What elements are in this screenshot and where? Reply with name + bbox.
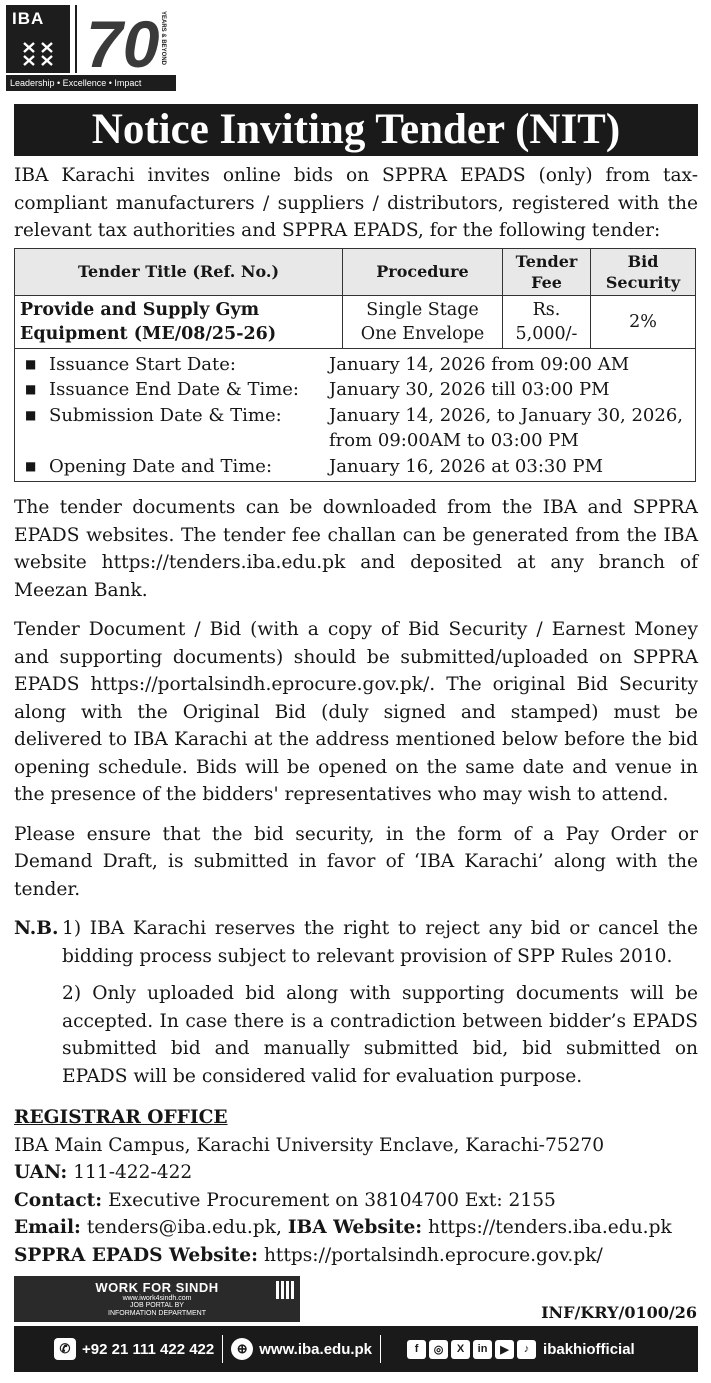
date-label: Opening Date and Time: [49, 455, 273, 477]
nb-item-1: 1) IBA Karachi reserves the right to reject any bid or cancel the bidding process subject to relevant provision of SPP Rules 2010. [62, 918, 698, 967]
list-item [21, 377, 695, 403]
anniversary-number: 70 [86, 7, 160, 73]
sppra-label: SPPRA EPADS Website: [14, 1244, 259, 1266]
col-tender-title: Tender Title (Ref. No.) [15, 248, 343, 295]
registrar-address: IBA Main Campus, Karachi University Enclave, Karachi-75270 [14, 1134, 605, 1156]
table-row [15, 295, 696, 348]
date-label: Issuance End Date & Time: [49, 379, 299, 400]
email-value: tenders@iba.edu.pk, [86, 1217, 282, 1238]
badge-title: WORK FOR SINDH [95, 1280, 219, 1295]
facebook-icon[interactable]: f [407, 1340, 426, 1359]
submission-paragraph: Tender Document / Bid (with a copy of Bid Security / Earnest Money and supporting documents) should be submitted/uploaded on SPPRA EPADS https://portalsindh.eprocure.gov.pk/. The original Bid Security along with the Original Bid (duly signed and stamped) must be delivered to IBA Karachi at the address mentioned below before the bid opening schedule. Bids will be opened on the same date and venue in the presence of the bidders' representatives who may wish to attend. [14, 619, 698, 805]
date-value: January 14, 2026 from 09:00 AM [329, 353, 630, 375]
iba-logo [6, 5, 176, 89]
contact-line [14, 1187, 698, 1215]
tender-table-header [15, 248, 696, 295]
seventy-years-badge [74, 5, 174, 73]
phone-icon: ✆ [54, 1338, 76, 1360]
badge-subtitle-2: INFORMATION DEPARTMENT [108, 1310, 206, 1317]
sppra-value: https://portalsindh.eprocure.gov.pk/ [263, 1244, 603, 1266]
intro-paragraph: IBA Karachi invites online bids on SPPRA EPADS (only) from tax-compliant manufacturers / suppliers / distributors, registered with the relevant tax authorities and SPPRA EPADS, for the following tender: [14, 165, 698, 241]
col-procedure: Procedure [343, 248, 503, 295]
page-title: Notice Inviting Tender (NIT) [14, 104, 698, 156]
linkedin-icon[interactable]: in [473, 1340, 492, 1359]
web-address: www.iba.edu.pk [259, 1340, 373, 1358]
bullet-icon: ■ [25, 458, 37, 473]
bullet-icon: ■ [25, 407, 37, 422]
bullet-icon: ■ [25, 382, 37, 396]
tender-table [14, 248, 696, 349]
nb-item-2: 2) Only uploaded bid along with supporting documents will be accepted. In case there is a contradiction between bidder’s EPADS submitted bid and manually submitted bid, bid submitted on EPADS will be considered valid for evaluation purpose. [62, 983, 698, 1087]
globe-icon: ⊕ [231, 1338, 253, 1360]
bid-security-paragraph: Please ensure that the bid security, in the form of a Pay Order or Demand Draft, is submitted in favor of ‘IBA Karachi’ along with the tender. [14, 823, 698, 900]
list-item [21, 352, 695, 378]
badge-url: www.iwork4sindh.com [122, 1295, 192, 1302]
phone-number: +92 21 111 422 422 [82, 1340, 215, 1358]
list-item [21, 403, 695, 454]
divider [222, 1335, 223, 1363]
x-icon[interactable]: X [451, 1340, 470, 1359]
iba-emblem-icon [20, 41, 56, 67]
web-item [231, 1338, 372, 1360]
notice-body [14, 162, 698, 1269]
website-value: https://tenders.iba.edu.pk [428, 1217, 672, 1238]
youtube-icon[interactable]: ▶ [495, 1340, 514, 1359]
badge-subtitle-1: JOB PORTAL BY [130, 1302, 184, 1309]
social-handle: ibakhiofficial [543, 1340, 635, 1358]
date-label: Issuance Start Date: [49, 353, 236, 375]
bullet-icon: ■ [25, 356, 37, 371]
anniversary-text: YEARS & BEYOND [160, 11, 166, 66]
security-cell: 2% [591, 295, 696, 348]
tender-dates-list [14, 349, 696, 483]
date-value: January 14, 2026, to January 30, 2026, from 09:00AM to 03:00 PM [329, 404, 683, 451]
contact-label: Contact: [14, 1189, 103, 1211]
date-value: January 30, 2026 till 03:00 PM [329, 379, 610, 400]
documents-paragraph: The tender documents can be downloaded from the IBA and SPPRA EPADS websites. The tender fee challan can be generated from the IBA website https://tenders.iba.edu.pk and deposited at any branch of Meezan Bank. [14, 497, 698, 601]
instagram-icon[interactable]: ◎ [429, 1340, 448, 1359]
contact-footer-bar [14, 1326, 698, 1372]
tiktok-icon[interactable]: ♪ [517, 1340, 536, 1359]
date-value: January 16, 2026 at 03:30 PM [329, 455, 604, 477]
social-item [407, 1340, 635, 1359]
logo-tagline: Leadership • Excellence • Impact [6, 75, 176, 91]
nb-label: N.B. [14, 918, 59, 939]
phone-item [54, 1338, 214, 1360]
sppra-line [14, 1242, 698, 1270]
reference-number: INF/KRY/0100/26 [541, 1303, 697, 1322]
contact-value: Executive Procurement on 38104700 Ext: 2155 [108, 1189, 556, 1211]
registrar-heading: REGISTRAR OFFICE [14, 1107, 228, 1128]
uan-label: UAN: [14, 1162, 68, 1183]
col-bid-security: Bid Security [591, 248, 696, 295]
date-label: Submission Date & Time: [49, 404, 282, 426]
email-line [14, 1214, 698, 1242]
uan-value: 111-422-422 [73, 1162, 193, 1183]
col-tender-fee: Tender Fee [503, 248, 591, 295]
email-label: Email: [14, 1217, 81, 1238]
uan-line [14, 1159, 698, 1187]
work-for-sindh-badge [14, 1276, 300, 1322]
website-label: IBA Website: [287, 1217, 423, 1238]
tender-title-cell: Provide and Supply Gym Equipment (ME/08/25-26) [15, 295, 343, 348]
list-item [21, 454, 695, 480]
nota-bene [14, 915, 698, 1090]
qr-code-icon [276, 1281, 294, 1299]
fee-cell: Rs. 5,000/- [503, 295, 591, 348]
iba-logo-box [6, 5, 70, 73]
divider [380, 1335, 381, 1363]
procedure-cell: Single Stage One Envelope [343, 295, 503, 348]
iba-logo-text: IBA [12, 9, 45, 28]
